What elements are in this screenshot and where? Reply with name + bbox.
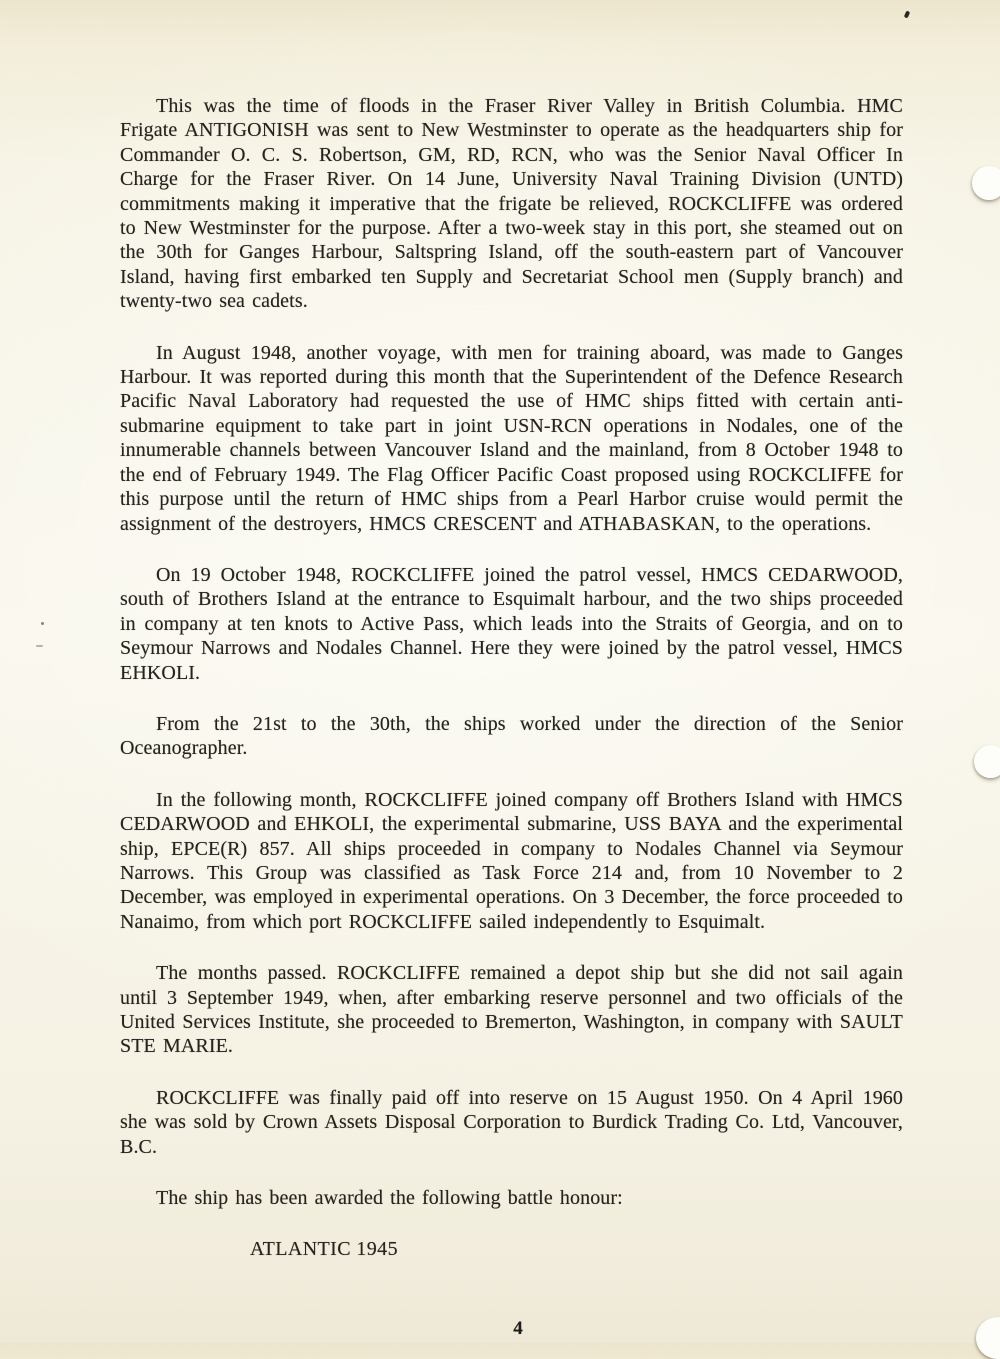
battle-honour: ATLANTIC 1945 xyxy=(250,1238,398,1261)
page-number: 4 xyxy=(513,1318,523,1339)
punch-hole-bottom xyxy=(976,1317,1000,1359)
paragraph-battle-honour-intro: The ship has been awarded the following battle honour: xyxy=(156,1187,623,1210)
punch-hole-top xyxy=(972,166,1000,200)
scan-speck xyxy=(41,622,44,625)
scan-speck xyxy=(904,10,911,18)
body-text-block xyxy=(120,94,903,1262)
scan-speck xyxy=(36,645,43,647)
paragraph-depot-ship: The months passed. ROCKCLIFFE remained a depot ship but she did not sail again until 3 September 1949, when, after embarking reserve personnel and two officials of the United Services Institute, she proceeded to Bremerton, Washington, in company with SAULT STE MARIE. xyxy=(120,962,903,1058)
paragraph-task-force-214: In the following month, ROCKCLIFFE joined company off Brothers Island with HMCS CEDARWOOD and EHKOLI, the experimental submarine, USS BAYA and the experimental ship, EPCE(R) 857. All ships proceeded in company to Nodales Channel via Seymour Narrows. This Group was classified as Task Force 214 and, from 10 November to 2 December, was employed in experimental operations. On 3 December, the force proceeded to Nanaimo, from which port ROCKCLIFFE sailed independently to Esquimalt. xyxy=(120,788,903,933)
paragraph-august-1948: In August 1948, another voyage, with men for training aboard, was made to Ganges Harbour. It was reported during this month that the Superintendent of the Defence Research Pacific Naval Laboratory had requested the use of HMC ships fitted with certain anti-submarine equipment to take part in joint USN-RCN operations in Nodales, one of the innumerable channels between Vancouver Island and the mainland, from 8 October 1948 to the end of February 1949. The Flag Officer Pacific Coast proposed using ROCKCLIFFE for this purpose until the return of HMC ships from a Pearl Harbor cruise would permit the assignment of the destroyers, HMCS CRESCENT and ATHABASKAN, to the operations. xyxy=(120,341,903,535)
paragraph-fraser-floods: This was the time of floods in the Fraser River Valley in British Columbia. HMC Frigate ANTIGONISH was sent to New Westminster to operate as the headquarters ship for Commander O. C. S. Robertson, GM, RD, RCN, who was the Senior Naval Officer In Charge for the Fraser River. On 14 June, University Naval Training Division (UNTD) commitments making it imperative that the frigate be relieved, ROCKCLIFFE was ordered to New Westminster for the purpose. After a two-week stay in this port, she steamed out on the 30th for Ganges Harbour, Saltspring Island, off the south-eastern part of Vancouver Island, having first embarked ten Supply and Secretariat School men (Supply branch) and twenty-two sea cadets. xyxy=(120,95,903,313)
punch-hole-middle xyxy=(974,745,1000,778)
paragraph-paid-off: ROCKCLIFFE was finally paid off into reserve on 15 August 1950. On 4 April 1960 she was sold by Crown Assets Disposal Corporation to Burdick Trading Co. Ltd, Vancouver, B.C. xyxy=(120,1086,903,1158)
paragraph-oceanographer: From the 21st to the 30th, the ships worked under the direction of the Senior Oceanographer. xyxy=(120,712,903,760)
paragraph-october-1948: On 19 October 1948, ROCKCLIFFE joined the patrol vessel, HMCS CEDARWOOD, south of Brothers Island at the entrance to Esquimalt harbour, and the two ships proceeded in company at ten knots to Active Pass, which leads into the Straits of Georgia, and on to Seymour Narrows and Nodales Channel. Here they were joined by the patrol vessel, HMCS EHKOLI. xyxy=(120,563,903,684)
